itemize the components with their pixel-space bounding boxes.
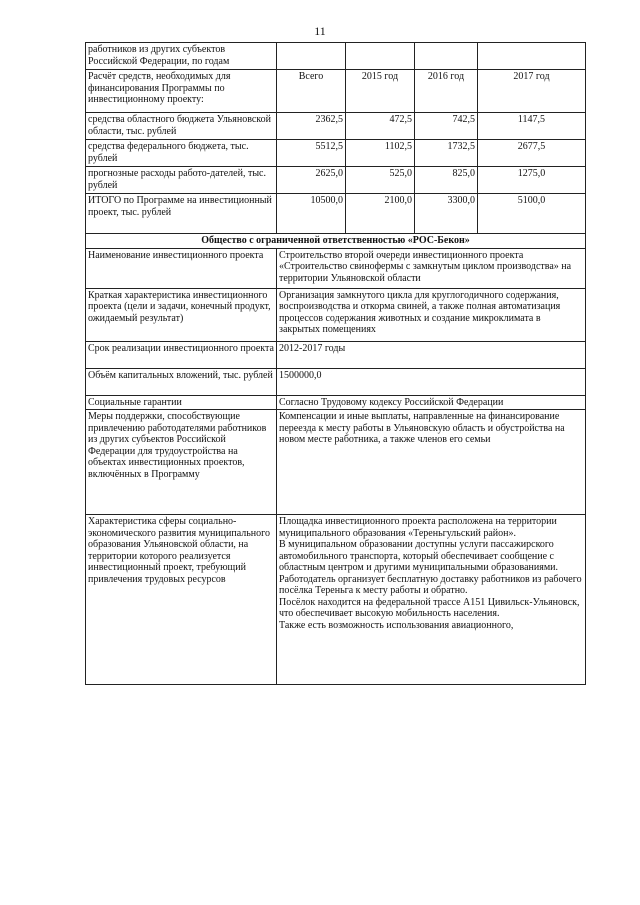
- cell-value: 1732,5: [415, 140, 478, 167]
- cell-value: 5512,5: [277, 140, 346, 167]
- section-header-row: [86, 234, 586, 249]
- table-row: [86, 515, 586, 685]
- row-value: Согласно Трудовому кодексу Российской Федерации: [277, 395, 586, 410]
- cell-value: 742,5: [415, 113, 478, 140]
- continuation-label: работников из других субъектов Российской Федерации, по годам: [86, 43, 277, 70]
- paragraph: Посёлок находится на федеральной трассе А151 Цивильск-Ульяновск, что обеспечивает высокую мобильность населения.: [279, 596, 580, 619]
- table-row: [86, 43, 586, 70]
- cell-value: 5100,0: [478, 194, 586, 234]
- table-row: [86, 395, 586, 410]
- table-row: [86, 288, 586, 341]
- document-table: [85, 42, 586, 685]
- paragraph: Работодатель организует бесплатную доставку работников из рабочего посёлка Тереньга к месту работы и обратно.: [279, 573, 582, 596]
- cell-value: 2625,0: [277, 167, 346, 194]
- table-row: [86, 341, 586, 368]
- row-value: Компенсации и иные выплаты, направленные на финансирование переезда к месту работы в Ульяновскую область и обустройства на новом месте работника, а также членов его семьи: [277, 410, 586, 515]
- table-row: [86, 113, 586, 140]
- row-value: 1500000,0: [277, 368, 586, 395]
- company-title: Общество с ограниченной ответственностью «РОС-Бекон»: [86, 234, 586, 249]
- cell-value: 1102,5: [346, 140, 415, 167]
- table-row: [86, 410, 586, 515]
- cell-value: 1275,0: [478, 167, 586, 194]
- row-value: 2012-2017 годы: [277, 341, 586, 368]
- cell-value: 10500,0: [277, 194, 346, 234]
- table-row: [86, 167, 586, 194]
- row-label: Краткая характеристика инвестиционного проекта (цели и задачи, конечный продукт, ожидаемый результат): [86, 288, 277, 341]
- row-label: Наименование инвестиционного проекта: [86, 248, 277, 288]
- cell-value: 2362,5: [277, 113, 346, 140]
- row-label: Социальные гарантии: [86, 395, 277, 410]
- row-value: [277, 515, 586, 685]
- row-label: прогнозные расходы работо-дателей, тыс. рублей: [86, 167, 277, 194]
- cell-value: 825,0: [415, 167, 478, 194]
- column-header-2015: 2015 год: [346, 70, 415, 113]
- table-row: [86, 248, 586, 288]
- cell-value: 472,5: [346, 113, 415, 140]
- row-label: Объём капитальных вложений, тыс. рублей: [86, 368, 277, 395]
- row-label: средства областного бюджета Ульяновской области, тыс. рублей: [86, 113, 277, 140]
- paragraph: Площадка инвестиционного проекта расположена на территории муниципального образования «Тереньгульский район».: [279, 516, 557, 539]
- row-label: средства федерального бюджета, тыс. рублей: [86, 140, 277, 167]
- cell-value: 525,0: [346, 167, 415, 194]
- column-header-2017: 2017 год: [478, 70, 586, 113]
- table-row: [86, 368, 586, 395]
- cell-value: 2677,5: [478, 140, 586, 167]
- finance-header-row: [86, 70, 586, 113]
- row-value: Организация замкнутого цикла для круглогодичного содержания, воспроизводства и откорма свиней, а также полная автоматизация процессов содержания животных и создание микроклимата в закрытых помещениях: [277, 288, 586, 341]
- paragraph: В муниципальном образовании доступны услуги пассажирского автомобильного транспорта, который обеспечивает сообщение с областным центром и другими муниципальными образованиями.: [279, 539, 559, 573]
- page-number: 11: [314, 24, 326, 38]
- cell-value: 1147,5: [478, 113, 586, 140]
- row-label: Характеристика сферы социально-экономического развития муниципального образования Ульяновской области, на территории которого реализуется инвестиционный проект, требующий привлечения трудовых ресурсов: [86, 515, 277, 685]
- cell-value: 2100,0: [346, 194, 415, 234]
- table-row: [86, 194, 586, 234]
- column-header-total: Всего: [277, 70, 346, 113]
- row-label: Меры поддержки, способствующие привлечению работодателями работников из других субъектов Российской Федерации для трудоустройства на объектах инвестиционных проектов, включённых в Программу: [86, 410, 277, 515]
- paragraph: Также есть возможность использования авиационного,: [279, 619, 514, 631]
- row-label: ИТОГО по Программе на инвестиционный проект, тыс. рублей: [86, 194, 277, 234]
- column-header-2016: 2016 год: [415, 70, 478, 113]
- row-value: Строительство второй очереди инвестиционного проекта «Строительство свинофермы с замкнутым циклом производства» на территории Ульяновской области: [277, 248, 586, 288]
- finance-header-label: Расчёт средств, необходимых для финансирования Программы по инвестиционному проекту:: [86, 70, 277, 113]
- table-row: [86, 140, 586, 167]
- row-label: Срок реализации инвестиционного проекта: [86, 341, 277, 368]
- cell-value: 3300,0: [415, 194, 478, 234]
